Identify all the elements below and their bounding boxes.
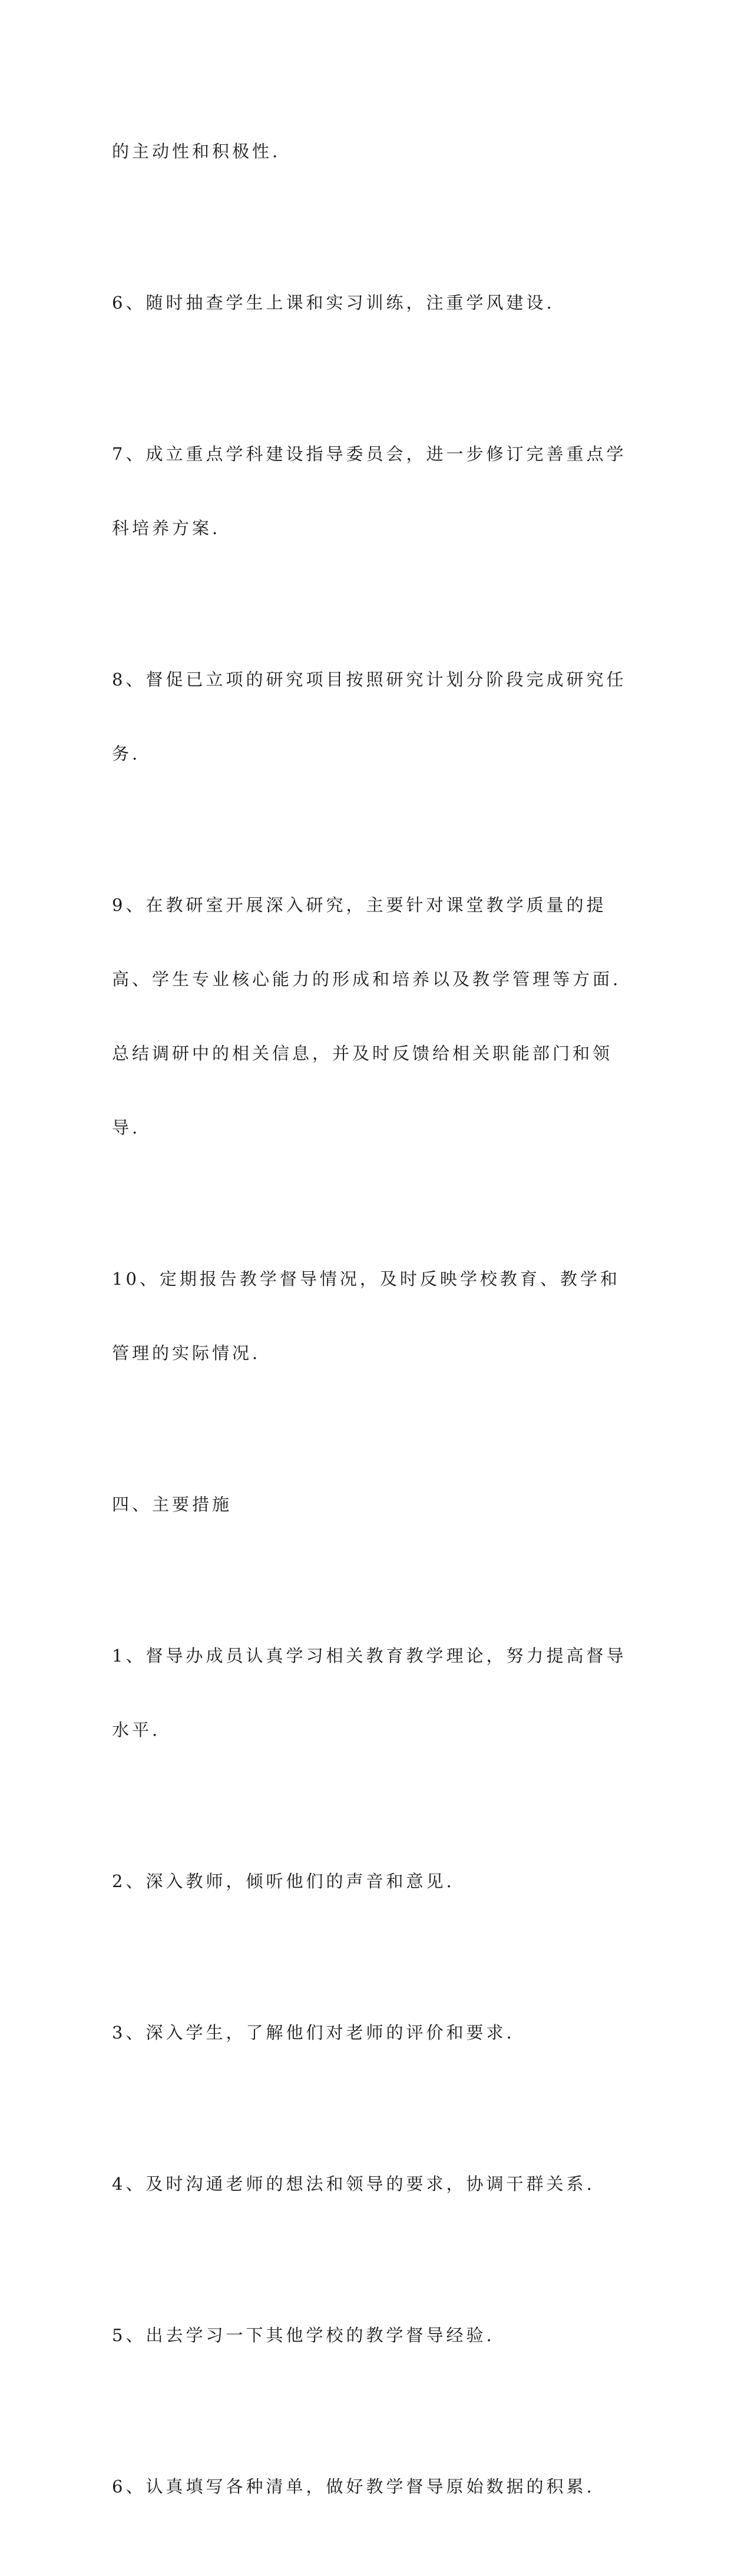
paragraph-measure-5 <box>112 2273 630 2397</box>
paragraph-measure-3 <box>112 1971 630 2094</box>
paragraph-measure-2 <box>112 1819 630 1943</box>
document-body <box>112 89 630 2576</box>
text-line: 9、在教研室开展深入研究，主要针对课堂教学质量的提 <box>112 895 607 915</box>
paragraph-measure-4 <box>112 2122 630 2246</box>
paragraph-continuation <box>112 89 630 213</box>
text-line: 10、定期报告教学督导情况，及时反映学校教育、教学和 <box>112 1269 620 1289</box>
text-line: 7、成立重点学科建设指导委员会，进一步修订完善重点学 <box>112 444 627 464</box>
text-line: 管理的实际情况. <box>112 1343 261 1363</box>
paragraph-measure-1 <box>112 1594 630 1792</box>
text-line: 2、深入教师，倾听他们的声音和意见. <box>112 1871 455 1891</box>
text-line: 4、及时沟通老师的想法和领导的要求，协调干群关系. <box>112 2174 595 2194</box>
text-line: 务. <box>112 744 141 764</box>
text-line: 四、主要措施 <box>112 1494 233 1514</box>
text-line: 导. <box>112 1118 141 1138</box>
text-line: 6、认真填写各种清单，做好教学督导原始数据的积累. <box>112 2476 595 2497</box>
text-line: 6、随时抽查学生上课和实习训练，注重学风建设. <box>112 293 555 313</box>
text-line: 8、督促已立项的研究项目按照研究计划分阶段完成研究任 <box>112 669 627 689</box>
paragraph-item-8-research-projects <box>112 618 630 815</box>
text-line: 的主动性和积极性. <box>112 141 281 161</box>
paragraph-item-10-report <box>112 1217 630 1415</box>
text-line: 5、出去学习一下其他学校的教学督导经验. <box>112 2325 495 2345</box>
text-line: 科培养方案. <box>112 518 221 538</box>
paragraph-item-7-key-discipline <box>112 392 630 590</box>
text-line: 高、学生专业核心能力的形成和培养以及教学管理等方面. <box>112 969 621 989</box>
section-heading-main-measures <box>112 1443 630 1566</box>
text-line: 1、督导办成员认真学习相关教育教学理论，努力提高督导 <box>112 1646 627 1666</box>
paragraph-measure-6 <box>112 2425 630 2548</box>
paragraph-item-9-teaching-research <box>112 843 630 1189</box>
text-line: 水平. <box>112 1720 161 1740</box>
paragraph-item-6-study-style <box>112 241 630 364</box>
text-line: 3、深入学生，了解他们对老师的评价和要求. <box>112 2023 515 2043</box>
text-line: 总结调研中的相关信息，并及时反馈给相关职能部门和领 <box>112 1043 613 1063</box>
